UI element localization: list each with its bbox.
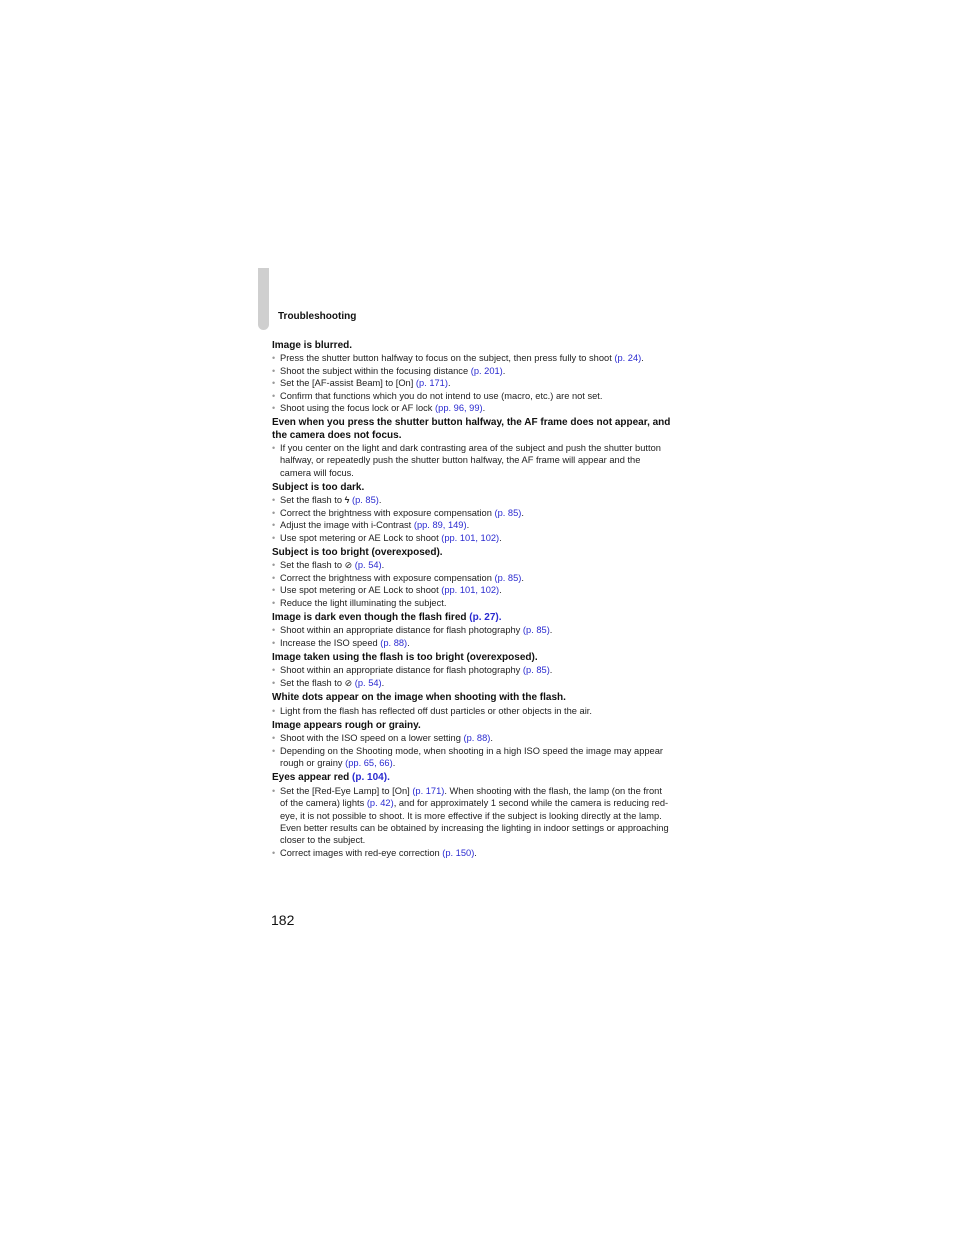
bullet-item: [272, 365, 672, 377]
bullet-text: Set the [Red-Eye Lamp] to [On]: [280, 785, 410, 796]
section-heading: [272, 547, 672, 559]
bullet-dot-icon: •: [272, 733, 276, 744]
page-reference-link[interactable]: (p. 42): [366, 798, 394, 809]
troubleshooting-section: [272, 772, 672, 859]
bullet-tail-text: .: [392, 758, 396, 769]
bullet-tail-text: .: [549, 625, 553, 636]
bullet-tail-text: .: [549, 665, 553, 676]
page-reference-link[interactable]: (p. 85): [494, 572, 522, 583]
bullet-item: [272, 785, 672, 847]
troubleshooting-section: [272, 547, 672, 609]
bullet-text: Set the flash to: [280, 560, 343, 571]
bullet-item: [272, 597, 672, 609]
section-heading: [272, 652, 672, 664]
bullet-item: [272, 584, 672, 596]
bullet-item: [272, 624, 672, 636]
troubleshooting-section: [272, 692, 672, 717]
bullet-dot-icon: •: [272, 353, 276, 364]
bullet-text: Set the flash to: [280, 677, 343, 688]
bullet-tail-text: .: [641, 353, 644, 364]
bullet-dot-icon: •: [272, 585, 276, 596]
bullet-item: [272, 532, 672, 544]
section-heading-text: Subject is too dark.: [272, 482, 365, 494]
section-heading-text: Subject is too bright (overexposed).: [272, 547, 443, 559]
bullet-tail-text: .: [407, 637, 410, 648]
bullet-dot-icon: •: [272, 378, 276, 389]
bullet-text: Set the [AF-assist Beam] to [On]: [280, 378, 414, 389]
section-heading: [272, 720, 672, 732]
bullet-tail-text: .: [521, 507, 524, 518]
bullet-list: [272, 442, 672, 479]
bullet-dot-icon: •: [272, 677, 276, 688]
bullet-item: [272, 494, 672, 506]
bullet-text: Use spot metering or AE Lock to shoot: [280, 585, 439, 596]
bullet-list: [272, 624, 672, 649]
bullet-text: Adjust the image with i-Contrast: [280, 520, 412, 531]
bullet-dot-icon: •: [272, 507, 276, 518]
troubleshooting-section: [272, 612, 672, 649]
page-reference-link[interactable]: (p. 85): [522, 665, 550, 676]
bullet-item: [272, 442, 672, 479]
section-heading-text: Image appears rough or grainy.: [272, 719, 421, 731]
page-reference-link[interactable]: (p. 27): [469, 611, 499, 623]
bullet-text: Light from the flash has reflected off dust particles or other objects in the air.: [280, 705, 592, 716]
bullet-dot-icon: •: [272, 705, 276, 716]
bullet-text: Press the shutter button halfway to focus on the subject, then press fully to shoot: [280, 353, 612, 364]
troubleshooting-section: [272, 340, 672, 414]
bullet-item: [272, 390, 672, 402]
section-heading-text: Image is blurred.: [272, 340, 353, 351]
bullet-list: [272, 732, 672, 769]
bullet-list: [272, 494, 672, 544]
page-reference-link[interactable]: (p. 24): [614, 353, 642, 364]
bullet-dot-icon: •: [272, 637, 276, 648]
flash-off-icon: ⊘: [344, 560, 353, 571]
section-tab-marker: [258, 268, 269, 330]
bullet-tail-text: . When shooting with the flash, the lamp (on the front of the camera) lights: [280, 785, 662, 809]
heading-tail: .: [498, 611, 502, 623]
bullet-text: Shoot with the ISO speed on a lower setting: [280, 733, 461, 744]
bullet-tail-text: .: [381, 560, 385, 571]
bullet-text: Set the flash to: [280, 495, 343, 506]
page-reference-link[interactable]: (p. 85): [351, 495, 379, 506]
bullet-text: If you center on the light and dark contrasting area of the subject and push the shutter button halfway, or repeatedly push the shutter button halfway, the AF frame will appear and the camera will focus.: [280, 442, 661, 478]
bullet-list: [272, 705, 672, 717]
page-reference-link[interactable]: (p. 201): [470, 365, 503, 376]
page-reference-link[interactable]: (pp. 96, 99): [435, 402, 483, 413]
page-reference-link[interactable]: (pp. 65, 66): [345, 758, 393, 769]
bullet-dot-icon: •: [272, 532, 276, 543]
troubleshooting-section: [272, 652, 672, 689]
bullet-tail-text: .: [502, 365, 506, 376]
bullet-tail-text: .: [466, 520, 470, 531]
bullet-item: [272, 519, 672, 531]
bullet-tail-text: .: [499, 585, 502, 596]
section-heading: [272, 417, 672, 442]
bullet-dot-icon: •: [272, 597, 276, 608]
page-reference-link[interactable]: (p. 171): [415, 378, 448, 389]
troubleshooting-section: [272, 417, 672, 479]
bullet-dot-icon: •: [272, 365, 276, 376]
bullet-dot-icon: •: [272, 402, 276, 413]
bullet-tail-text: .: [447, 378, 451, 389]
bullet-item: [272, 677, 672, 689]
bullet-tail-text: .: [482, 402, 486, 413]
page-header-title: Troubleshooting: [278, 311, 357, 322]
bullet-dot-icon: •: [272, 442, 276, 453]
bullet-tail-text: .: [378, 495, 382, 506]
bullet-item: [272, 572, 672, 584]
bullet-list: [272, 785, 672, 859]
bullet-item: [272, 732, 672, 744]
bullet-tail-text: .: [499, 532, 502, 543]
bullet-tail-text: .: [490, 733, 493, 744]
bullet-text: Shoot using the focus lock or AF lock: [280, 402, 433, 413]
bullet-text: Shoot the subject within the focusing distance: [280, 365, 469, 376]
bullet-item: [272, 377, 672, 389]
section-heading-text: Image is dark even though the flash fired: [272, 611, 467, 623]
page-reference-link[interactable]: (p. 54): [354, 677, 382, 688]
bullet-dot-icon: •: [272, 390, 276, 401]
section-heading: [272, 340, 672, 352]
bullet-text: Depending on the Shooting mode, when shooting in a high ISO speed the image may appear rough or grainy: [280, 745, 663, 769]
section-heading: [272, 612, 672, 624]
page-reference-link[interactable]: (p. 150): [442, 847, 475, 858]
bullet-dot-icon: •: [272, 745, 276, 756]
page-reference-link[interactable]: (p. 85): [522, 625, 550, 636]
bullet-dot-icon: •: [272, 847, 276, 858]
flash-on-icon: ϟ: [344, 495, 350, 506]
troubleshooting-content: [272, 340, 672, 862]
page-reference-link[interactable]: (p. 88): [463, 733, 491, 744]
section-heading-text: Image taken using the flash is too bright (overexposed).: [272, 652, 538, 664]
section-heading-text: White dots appear on the image when shooting with the flash.: [272, 692, 566, 704]
bullet-text: Confirm that functions which you do not intend to use (macro, etc.) are not set.: [280, 390, 603, 401]
bullet-text: Correct the brightness with exposure compensation: [280, 572, 492, 583]
page-reference-link[interactable]: (p. 54): [354, 560, 382, 571]
bullet-dot-icon: •: [272, 495, 276, 506]
heading-tail: .: [387, 772, 390, 784]
bullet-list: [272, 559, 672, 609]
bullet-dot-icon: •: [272, 665, 276, 676]
bullet-item: [272, 705, 672, 717]
page-reference-link[interactable]: (pp. 101, 102): [441, 585, 500, 596]
bullet-list: [272, 664, 672, 689]
bullet-dot-icon: •: [272, 785, 276, 796]
page-number: 182: [271, 912, 295, 928]
page-reference-link[interactable]: (p. 88): [380, 637, 408, 648]
bullet-tail-text: .: [521, 572, 524, 583]
bullet-text: Correct the brightness with exposure compensation: [280, 507, 492, 518]
bullet-dot-icon: •: [272, 560, 276, 571]
page-reference-link[interactable]: (p. 85): [494, 507, 522, 518]
page-reference-link[interactable]: (pp. 89, 149): [413, 520, 467, 531]
page-reference-link[interactable]: (p. 104): [352, 772, 388, 784]
flash-off-icon: ⊘: [344, 677, 353, 688]
troubleshooting-section: [272, 482, 672, 544]
bullet-item: [272, 847, 672, 859]
bullet-dot-icon: •: [272, 625, 276, 636]
bullet-text: Shoot within an appropriate distance for flash photography: [280, 665, 521, 676]
bullet-item: [272, 352, 672, 364]
section-heading: [272, 772, 672, 784]
bullet-item: [272, 402, 672, 414]
page-reference-link[interactable]: (p. 171): [412, 785, 445, 796]
section-heading-text: Eyes appear red: [272, 772, 350, 784]
troubleshooting-section: [272, 720, 672, 770]
bullet-tail-text: , and for approximately 1 second while the camera is reducing red-eye, it is not possible to shoot. It is more effective if the subject is looking directly at the lamp. Even better results can be obtained by increasing the lighting in indoor settings or approaching closer to the subject.: [280, 798, 669, 846]
section-heading: [272, 482, 672, 494]
section-heading: [272, 692, 672, 704]
bullet-item: [272, 745, 672, 770]
bullet-item: [272, 507, 672, 519]
bullet-tail-text: .: [474, 847, 477, 858]
bullet-tail-text: .: [381, 677, 385, 688]
page-reference-link[interactable]: (pp. 101, 102): [441, 532, 500, 543]
bullet-text: Reduce the light illuminating the subject.: [280, 597, 447, 608]
section-heading-text: Even when you press the shutter button halfway, the AF frame does not appear, and the camera does not focus.: [272, 417, 671, 441]
bullet-text: Increase the ISO speed: [280, 637, 378, 648]
bullet-dot-icon: •: [272, 572, 276, 583]
bullet-dot-icon: •: [272, 520, 276, 531]
bullet-text: Shoot within an appropriate distance for flash photography: [280, 625, 521, 636]
bullet-item: [272, 637, 672, 649]
bullet-text: Correct images with red-eye correction: [280, 847, 440, 858]
bullet-item: [272, 664, 672, 676]
bullet-item: [272, 559, 672, 571]
bullet-list: [272, 352, 672, 414]
bullet-text: Use spot metering or AE Lock to shoot: [280, 532, 439, 543]
